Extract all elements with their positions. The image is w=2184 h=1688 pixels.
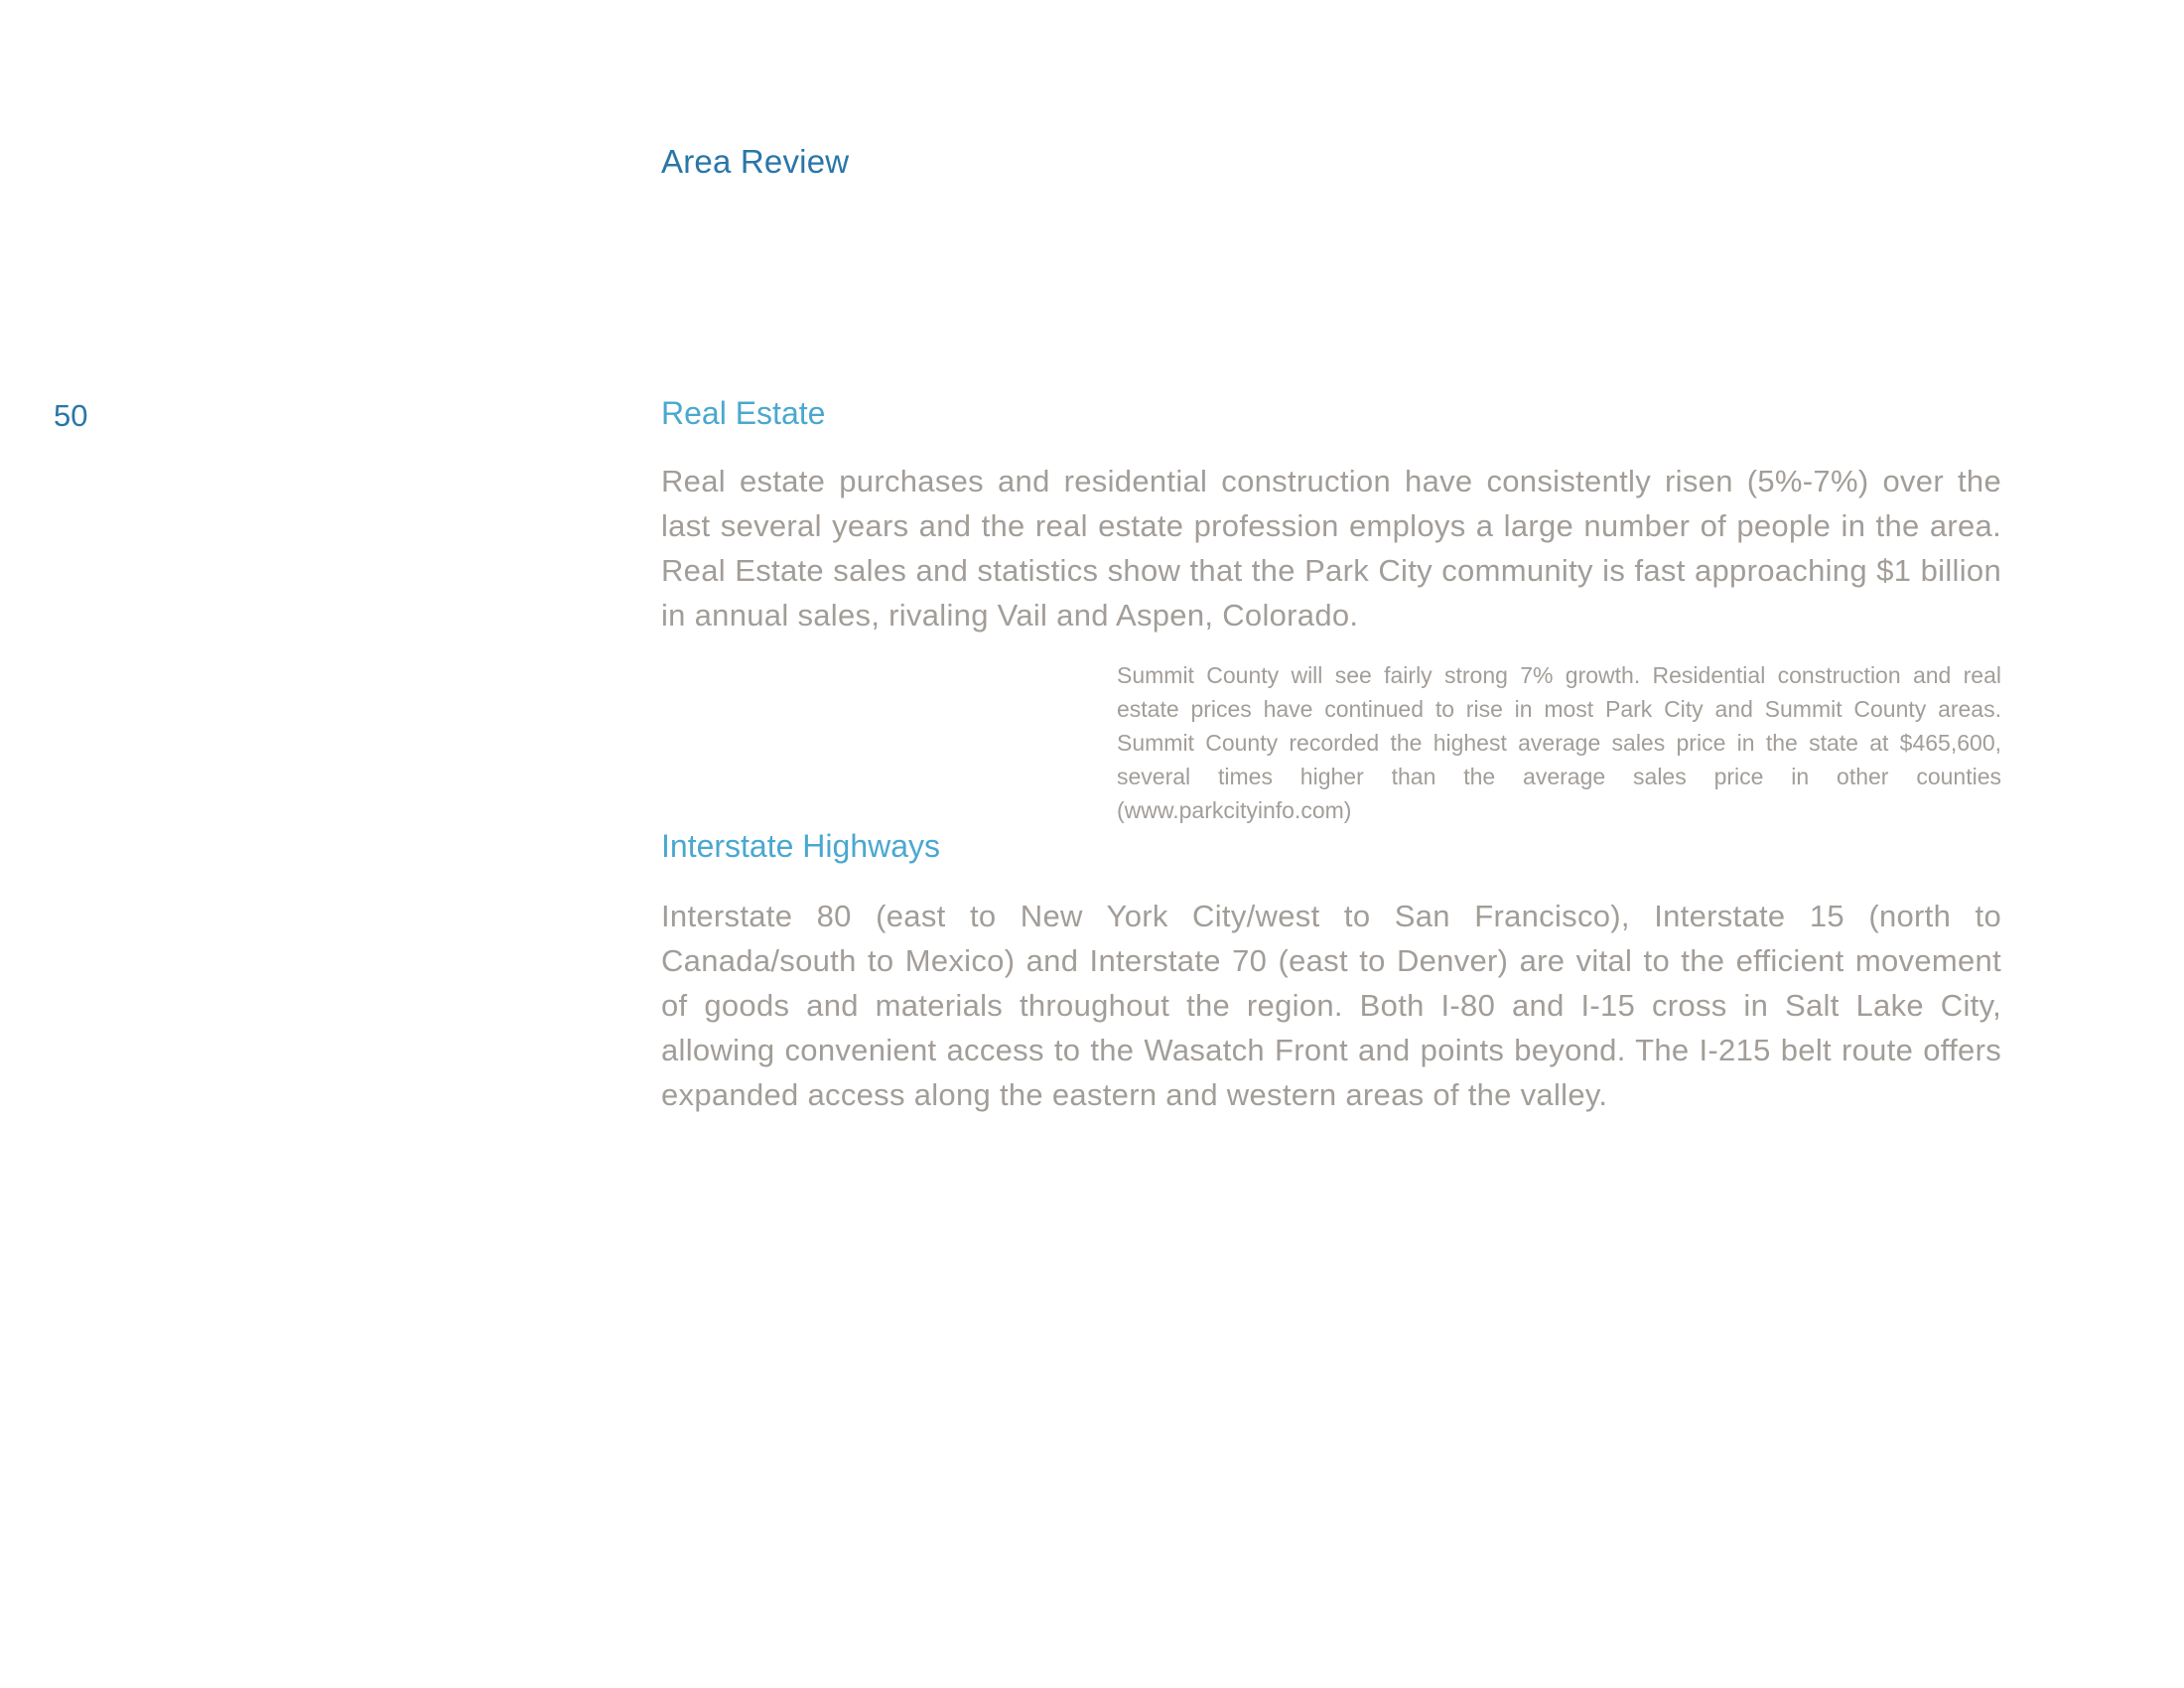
real-estate-note: Summit County will see fairly strong 7% growth. Residential construction and real estate prices have continued to rise in most Park City and Summit County areas. Summit County recorded the highest average sales price in the state at $465,600, several times higher than the average sales price in other counties (www.parkcityinfo.com)	[1117, 662, 2001, 823]
real-estate-body: Real estate purchases and residential construction have consistently risen (5%-7%) over the last several years and the real estate profession employs a large number of people in the area. Real Estate sales and statistics show that the Park City community is fast approaching $1 billion in annual sales, rivaling Vail and Aspen, Colorado.	[661, 464, 2001, 633]
section-label: Area Review	[661, 143, 850, 180]
page-number: 50	[54, 398, 88, 433]
interstate-highways-body: Interstate 80 (east to New York City/west to San Francisco), Interstate 15 (north to Canada/south to Mexico) and Interstate 70 (east to Denver) are vital to the efficient movement of goods and materials throughout the region. Both I-80 and I-15 cross in Salt Lake City, allowing convenient access to the Wasatch Front and points beyond. The I-215 belt route offers expanded access along the eastern and western areas of the valley.	[661, 899, 2001, 1112]
real-estate-heading: Real Estate	[661, 395, 826, 431]
interstate-highways-heading: Interstate Highways	[661, 828, 941, 864]
